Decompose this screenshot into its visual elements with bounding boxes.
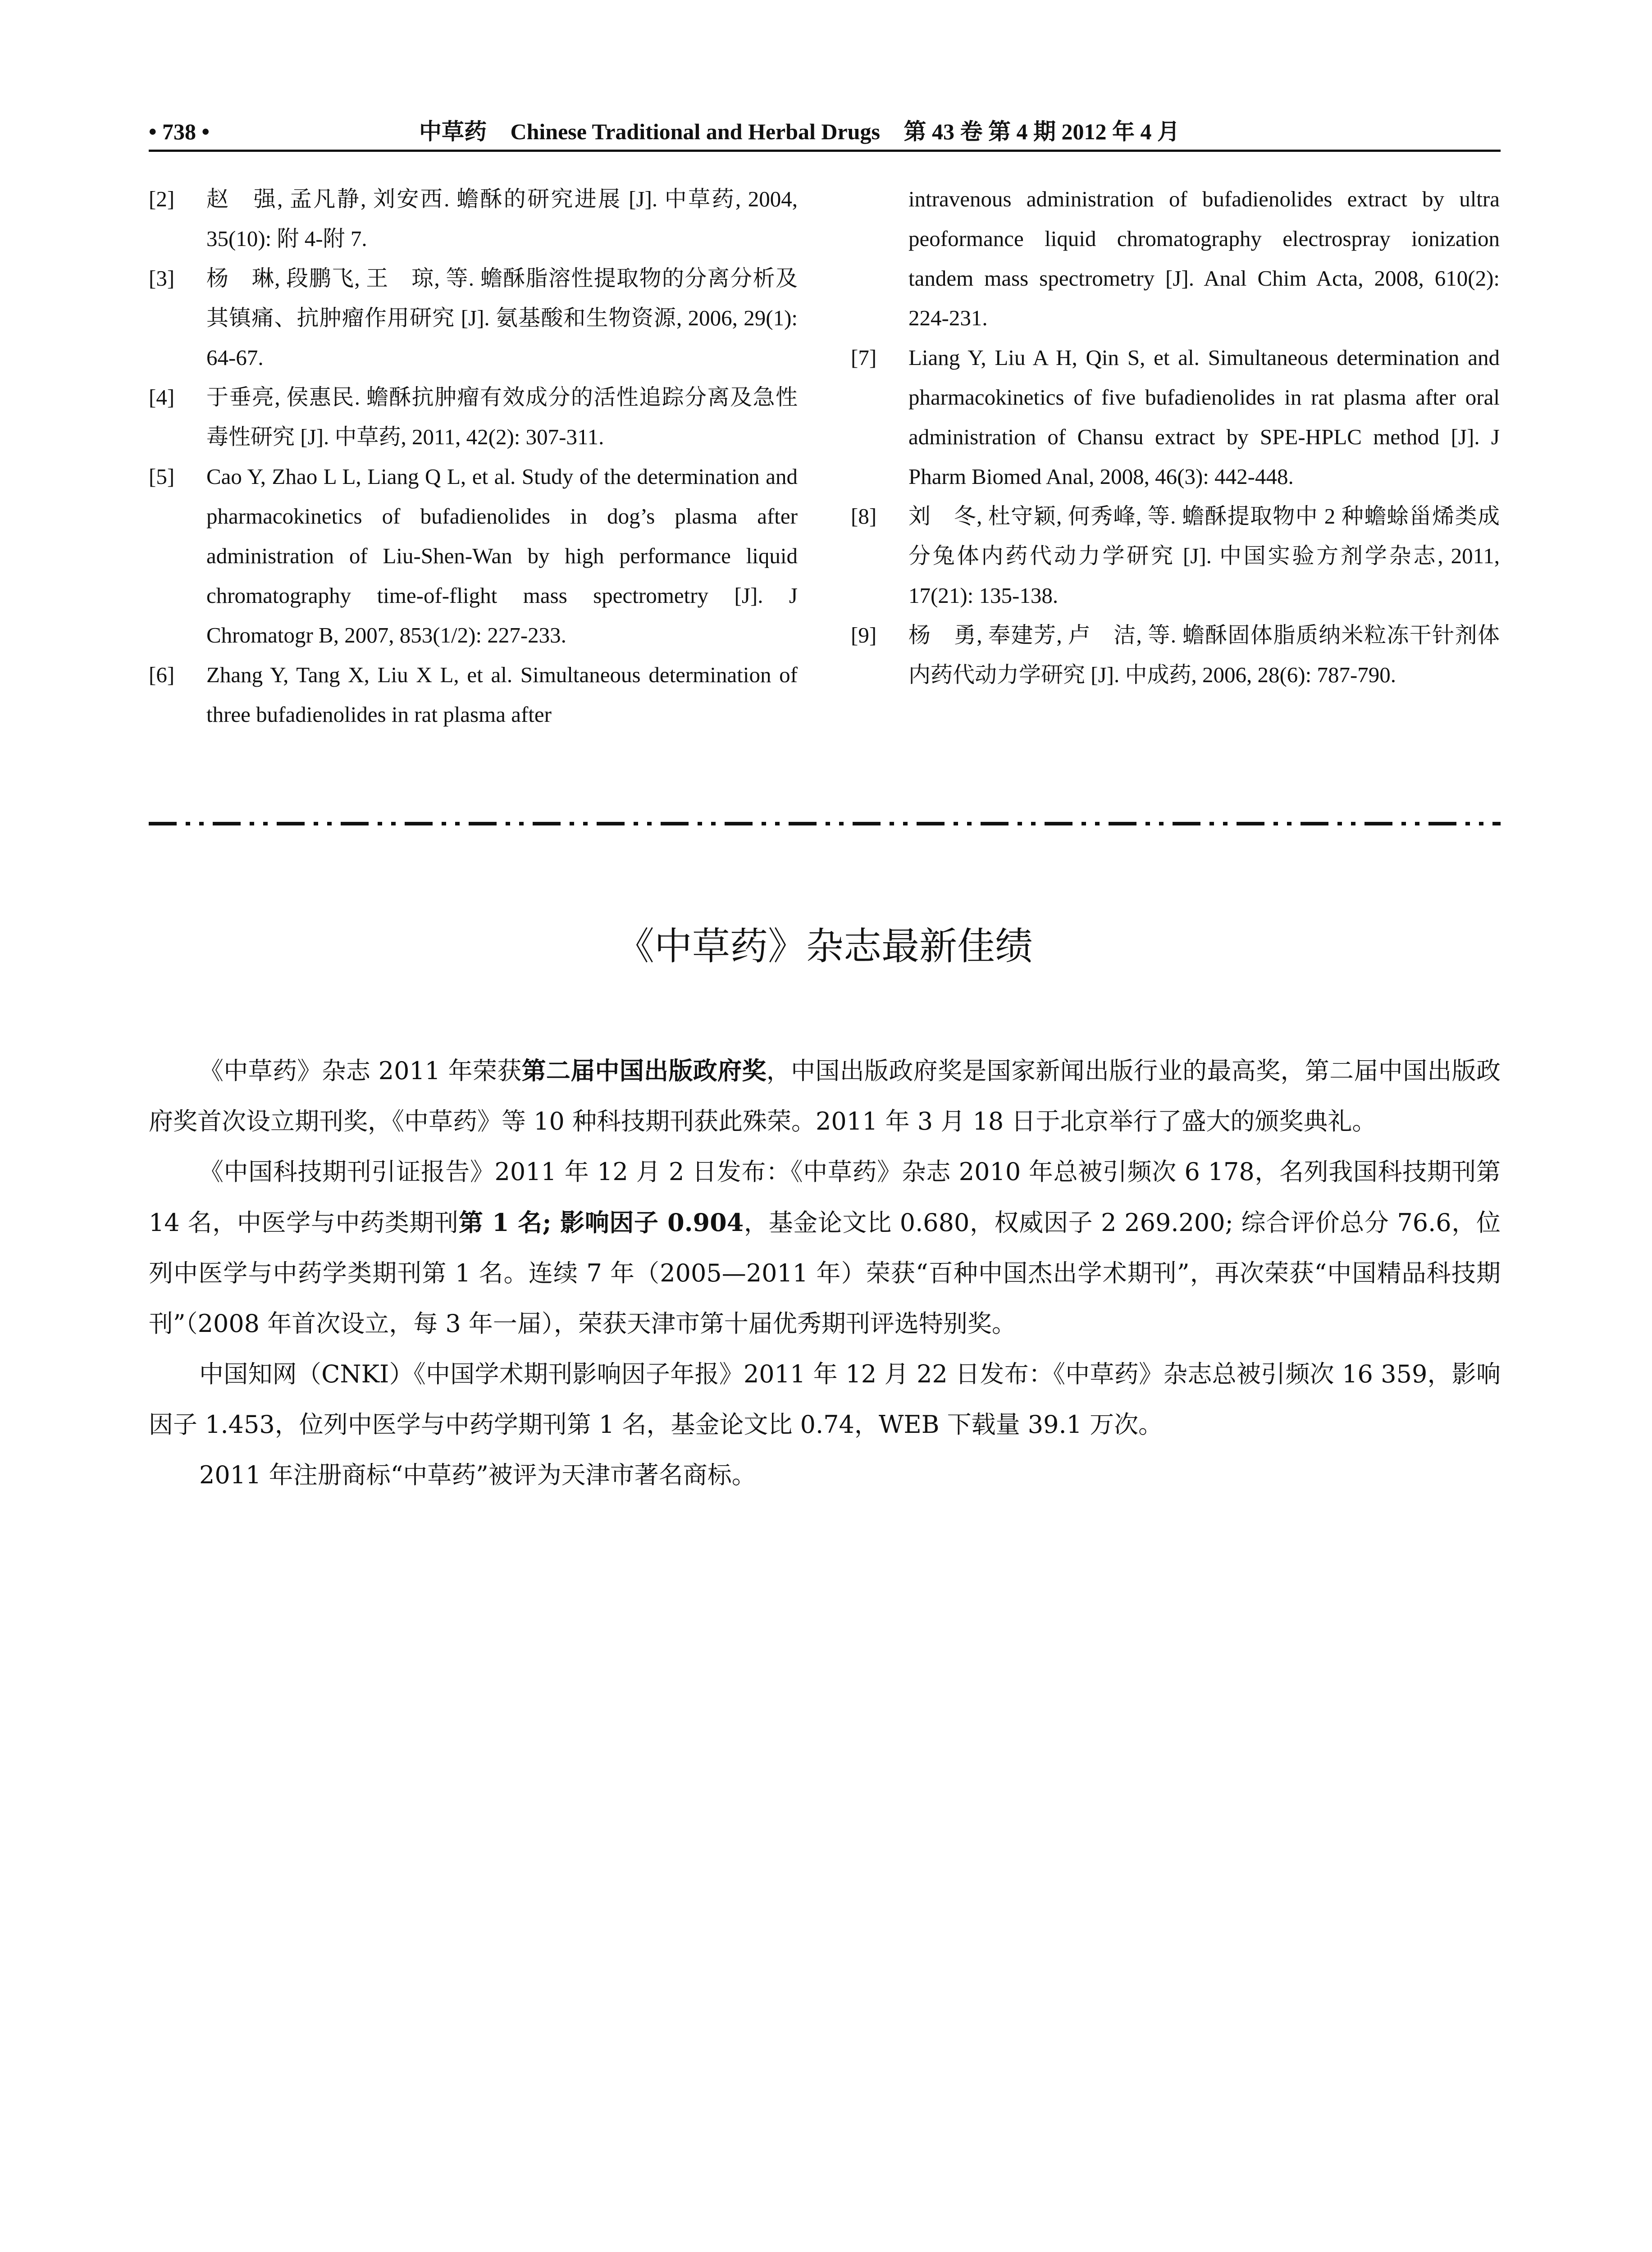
reference-item bbox=[149, 378, 798, 457]
reference-item bbox=[149, 179, 798, 259]
reference-text: 杨 琳, 段鹏飞, 王 琼, 等. 蟾酥脂溶性提取物的分离分析及其镇痛、抗肿瘤作用研究 [J]. 氨基酸和生物资源, 2006, 29(1): 64-67. bbox=[206, 266, 798, 370]
reference-number: [7] bbox=[851, 345, 877, 370]
reference-number: [6] bbox=[149, 662, 175, 687]
running-header bbox=[149, 114, 1501, 152]
references-right-column bbox=[851, 179, 1500, 695]
reference-item bbox=[149, 457, 798, 655]
news-text: 《中国科技期刊引证报告》2011 年 12 月 2 日发布：《中草药》杂志 2010 年总被引频次 6 178，名列我国科技期刊第 14 名，中医学与中药类期刊 bbox=[149, 1158, 1501, 1237]
reference-item bbox=[851, 615, 1500, 695]
reference-continuation bbox=[851, 179, 1500, 338]
reference-number: [2] bbox=[149, 187, 175, 211]
references-left-column bbox=[149, 179, 798, 734]
news-paragraph bbox=[149, 1147, 1501, 1349]
reference-item bbox=[149, 655, 798, 734]
reference-text: intravenous administration of bufadienolides extract by ultra peoformance liquid chromatography electrospray ionization tandem mass spectrometry [J]. Anal Chim Acta, 2008, 610(2): 224-231. bbox=[908, 187, 1500, 330]
news-text: 《中草药》杂志 2011 年荣获 bbox=[199, 1057, 522, 1085]
news-body bbox=[149, 1045, 1501, 1500]
section-divider bbox=[149, 822, 1501, 825]
reference-text: 于垂亮, 侯惠民. 蟾酥抗肿瘤有效成分的活性追踪分离及急性毒性研究 [J]. 中草药, 2011, 42(2): 307-311. bbox=[206, 385, 798, 449]
journal-name-en: Chinese Traditional and Herbal Drugs bbox=[510, 119, 880, 144]
reference-text: Liang Y, Liu A H, Qin S, et al. Simultaneous determination and pharmacokinetics of five bufadienolides in rat plasma after oral administration of Chansu extract by SPE-HPLC method [J]. J Pharm Biomed Anal, 2008, 46(3): 442-448. bbox=[908, 345, 1500, 489]
issue-info: 第 43 卷 第 4 期 2012 年 4 月 bbox=[904, 119, 1180, 144]
reference-number: [8] bbox=[851, 504, 877, 529]
journal-line bbox=[419, 114, 1180, 150]
reference-number: [3] bbox=[149, 266, 175, 291]
reference-item bbox=[851, 497, 1500, 615]
news-text-bold: 第二届中国出版政府奖 bbox=[521, 1056, 767, 1085]
news-paragraph: 2011 年注册商标“中草药”被评为天津市著名商标。 bbox=[199, 1461, 756, 1489]
reference-number: [9] bbox=[851, 623, 877, 647]
reference-text: 杨 勇, 奉建芳, 卢 洁, 等. 蟾酥固体脂质纳米粒冻干针剂体内药代动力学研究 [J]. 中成药, 2006, 28(6): 787-790. bbox=[908, 623, 1500, 687]
news-text: ，中国出版政府奖是国家新闻出版行业的最高奖，第二届中国出版政府奖首次设立期刊奖，《中草药》等 10 种科技期刊获此殊荣。2011 年 3 月 18 日于北京举行了盛大的颁奖典礼。 bbox=[149, 1057, 1501, 1135]
reference-text: 赵 强, 孟凡静, 刘安西. 蟾酥的研究进展 [J]. 中草药, 2004, 35(10): 附 4-附 7. bbox=[206, 187, 798, 251]
reference-item bbox=[149, 259, 798, 378]
news-title: 《中草药》杂志最新佳绩 bbox=[616, 924, 1033, 968]
news-paragraph: 中国知网（CNKI）《中国学术期刊影响因子年报》2011 年 12 月 22 日发布：《中草药》杂志总被引频次 16 359，影响因子 1.453，位列中医学与中药学期刊第 1 名，基金论文比 0.74，WEB 下载量 39.1 万次。 bbox=[149, 1360, 1501, 1439]
reference-text: Zhang Y, Tang X, Liu X L, et al. Simultaneous determination of three bufadienolides in rat plasma after bbox=[206, 662, 798, 727]
news-text: ，基金论文比 0.680，权威因子 2 269.200; 综合评价总分 76.6，位列中医学与中药学类期刊第 1 名。连续 7 年（2005—2011 年）荣获“百种中国杰出学术期刊”，再次荣获“中国精品科技期刊”（2008 年首次设立，每 3 年一届），荣获天津市第十届优秀期刊评选特别奖。 bbox=[149, 1208, 1501, 1338]
news-paragraph bbox=[149, 1045, 1501, 1147]
news-text-bold: 第 1 名; 影响因子 0.904 bbox=[458, 1208, 744, 1237]
journal-name-cn: 中草药 bbox=[419, 119, 487, 145]
reference-number: [5] bbox=[149, 464, 175, 489]
reference-item bbox=[851, 338, 1500, 497]
reference-text: 刘 冬, 杜守颖, 何秀峰, 等. 蟾酥提取物中 2 种蟾蜍甾烯类成分兔体内药代动力学研究 [J]. 中国实验方剂学杂志, 2011, 17(21): 135-138. bbox=[908, 504, 1500, 608]
page-number: • 738 • bbox=[149, 119, 210, 144]
reference-number: [4] bbox=[149, 385, 175, 410]
reference-text: Cao Y, Zhao L L, Liang Q L, et al. Study of the determination and pharmacokinetics of bufadienolides in dog’s plasma after administration of Liu-Shen-Wan by high performance liquid chromatography time-of-flight mass spectrometry [J]. J Chromatogr B, 2007, 853(1/2): 227-233. bbox=[206, 464, 798, 647]
